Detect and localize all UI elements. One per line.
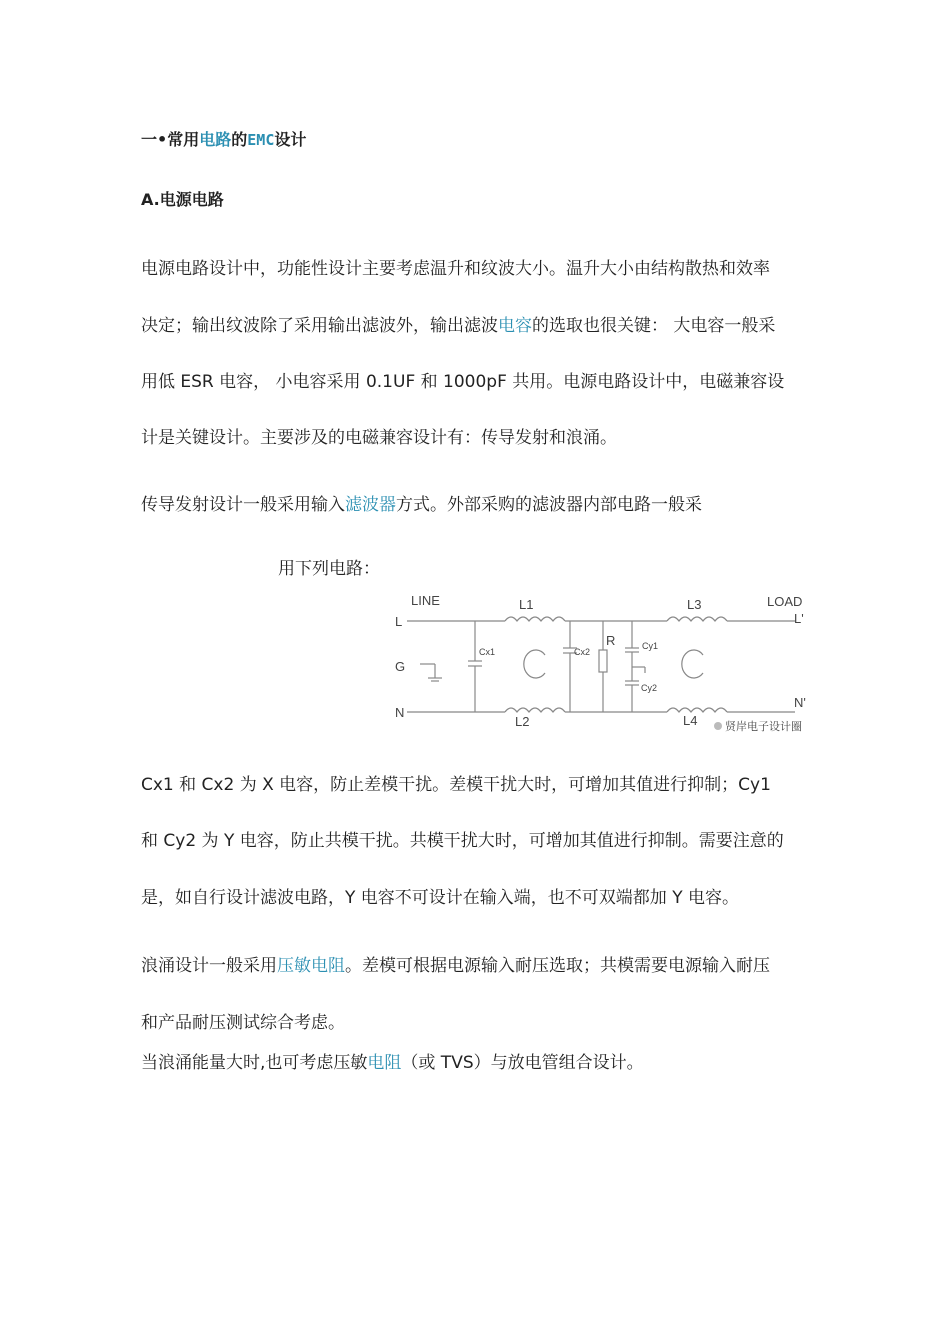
paragraph-line: 计是关键设计。主要涉及的电磁兼容设计有：传导发射和浪涌。 bbox=[141, 428, 617, 448]
label-cy1: Cy1 bbox=[642, 641, 659, 651]
svg-text:贤岸电子设计圈: 贤岸电子设计圈 bbox=[725, 721, 802, 733]
label-n: N bbox=[395, 705, 405, 720]
label-l4: L4 bbox=[683, 713, 698, 728]
label-l: L bbox=[395, 614, 403, 629]
label-l2: L2 bbox=[515, 714, 530, 729]
label-line: LINE bbox=[411, 593, 440, 608]
paragraph-line: 浪涌设计一般采用压敏电阻。差模可根据电源输入耐压选取；共模需要电源输入耐压 bbox=[141, 956, 770, 976]
link-filter[interactable]: 滤波器 bbox=[345, 495, 396, 515]
link-capacitor[interactable]: 电容 bbox=[498, 316, 532, 336]
paragraph-line: 和产品耐压测试综合考虑。 bbox=[141, 1013, 345, 1033]
paragraph-line: Cx1 和 Cx2 为 X 电容，防止差模干扰。差模干扰大时，可增加其值进行抑制；Cy1 bbox=[141, 775, 771, 795]
paragraph-line: 用低 ESR 电容， 小电容采用 0.1UF 和 1000pF 共用。电源电路设计中，电磁兼容设 bbox=[141, 372, 785, 392]
link-circuit[interactable]: 电路 bbox=[199, 130, 232, 149]
label-cx2: Cx2 bbox=[574, 647, 591, 657]
paragraph-line: 电源电路设计中，功能性设计主要考虑温升和纹波大小。温升大小由结构散热和效率 bbox=[141, 259, 770, 279]
link-resistor[interactable]: 电阻 bbox=[367, 1053, 402, 1073]
paragraph-line: 当浪涌能量大时,也可考虑压敏电阻（或 TVS）与放电管组合设计。 bbox=[141, 1053, 644, 1073]
label-l-prime: L' bbox=[794, 611, 804, 626]
link-emc[interactable]: EMC bbox=[247, 131, 275, 149]
label-l1: L1 bbox=[519, 597, 534, 612]
paragraph-line: 用下列电路： bbox=[278, 559, 380, 579]
watermark bbox=[714, 719, 802, 733]
subsection-heading: A.电源电路 bbox=[141, 190, 224, 209]
label-cy2: Cy2 bbox=[641, 683, 658, 693]
section-heading: 一•常用电路的EMC设计 bbox=[141, 130, 307, 149]
paragraph-line: 决定；输出纹波除了采用输出滤波外，输出滤波电容的选取也很关键： 大电容一般采 bbox=[141, 316, 776, 336]
link-varistor[interactable]: 压敏电阻 bbox=[277, 956, 345, 976]
label-load: LOAD bbox=[767, 594, 803, 609]
label-g: G bbox=[395, 659, 406, 674]
label-n-prime: N' bbox=[794, 695, 806, 710]
paragraph-line: 传导发射设计一般采用输入滤波器方式。外部采购的滤波器内部电路一般采 bbox=[141, 495, 702, 515]
label-r: R bbox=[606, 633, 616, 648]
label-cx1: Cx1 bbox=[479, 647, 496, 657]
paragraph-line: 和 Cy2 为 Y 电容，防止共模干扰。共模干扰大时，可增加其值进行抑制。需要注意的 bbox=[141, 831, 784, 851]
paragraph-line: 是，如自行设计滤波电路，Y 电容不可设计在输入端，也不可双端都加 Y 电容。 bbox=[141, 888, 739, 908]
label-l3: L3 bbox=[687, 597, 702, 612]
emi-filter-circuit-diagram bbox=[385, 585, 825, 735]
